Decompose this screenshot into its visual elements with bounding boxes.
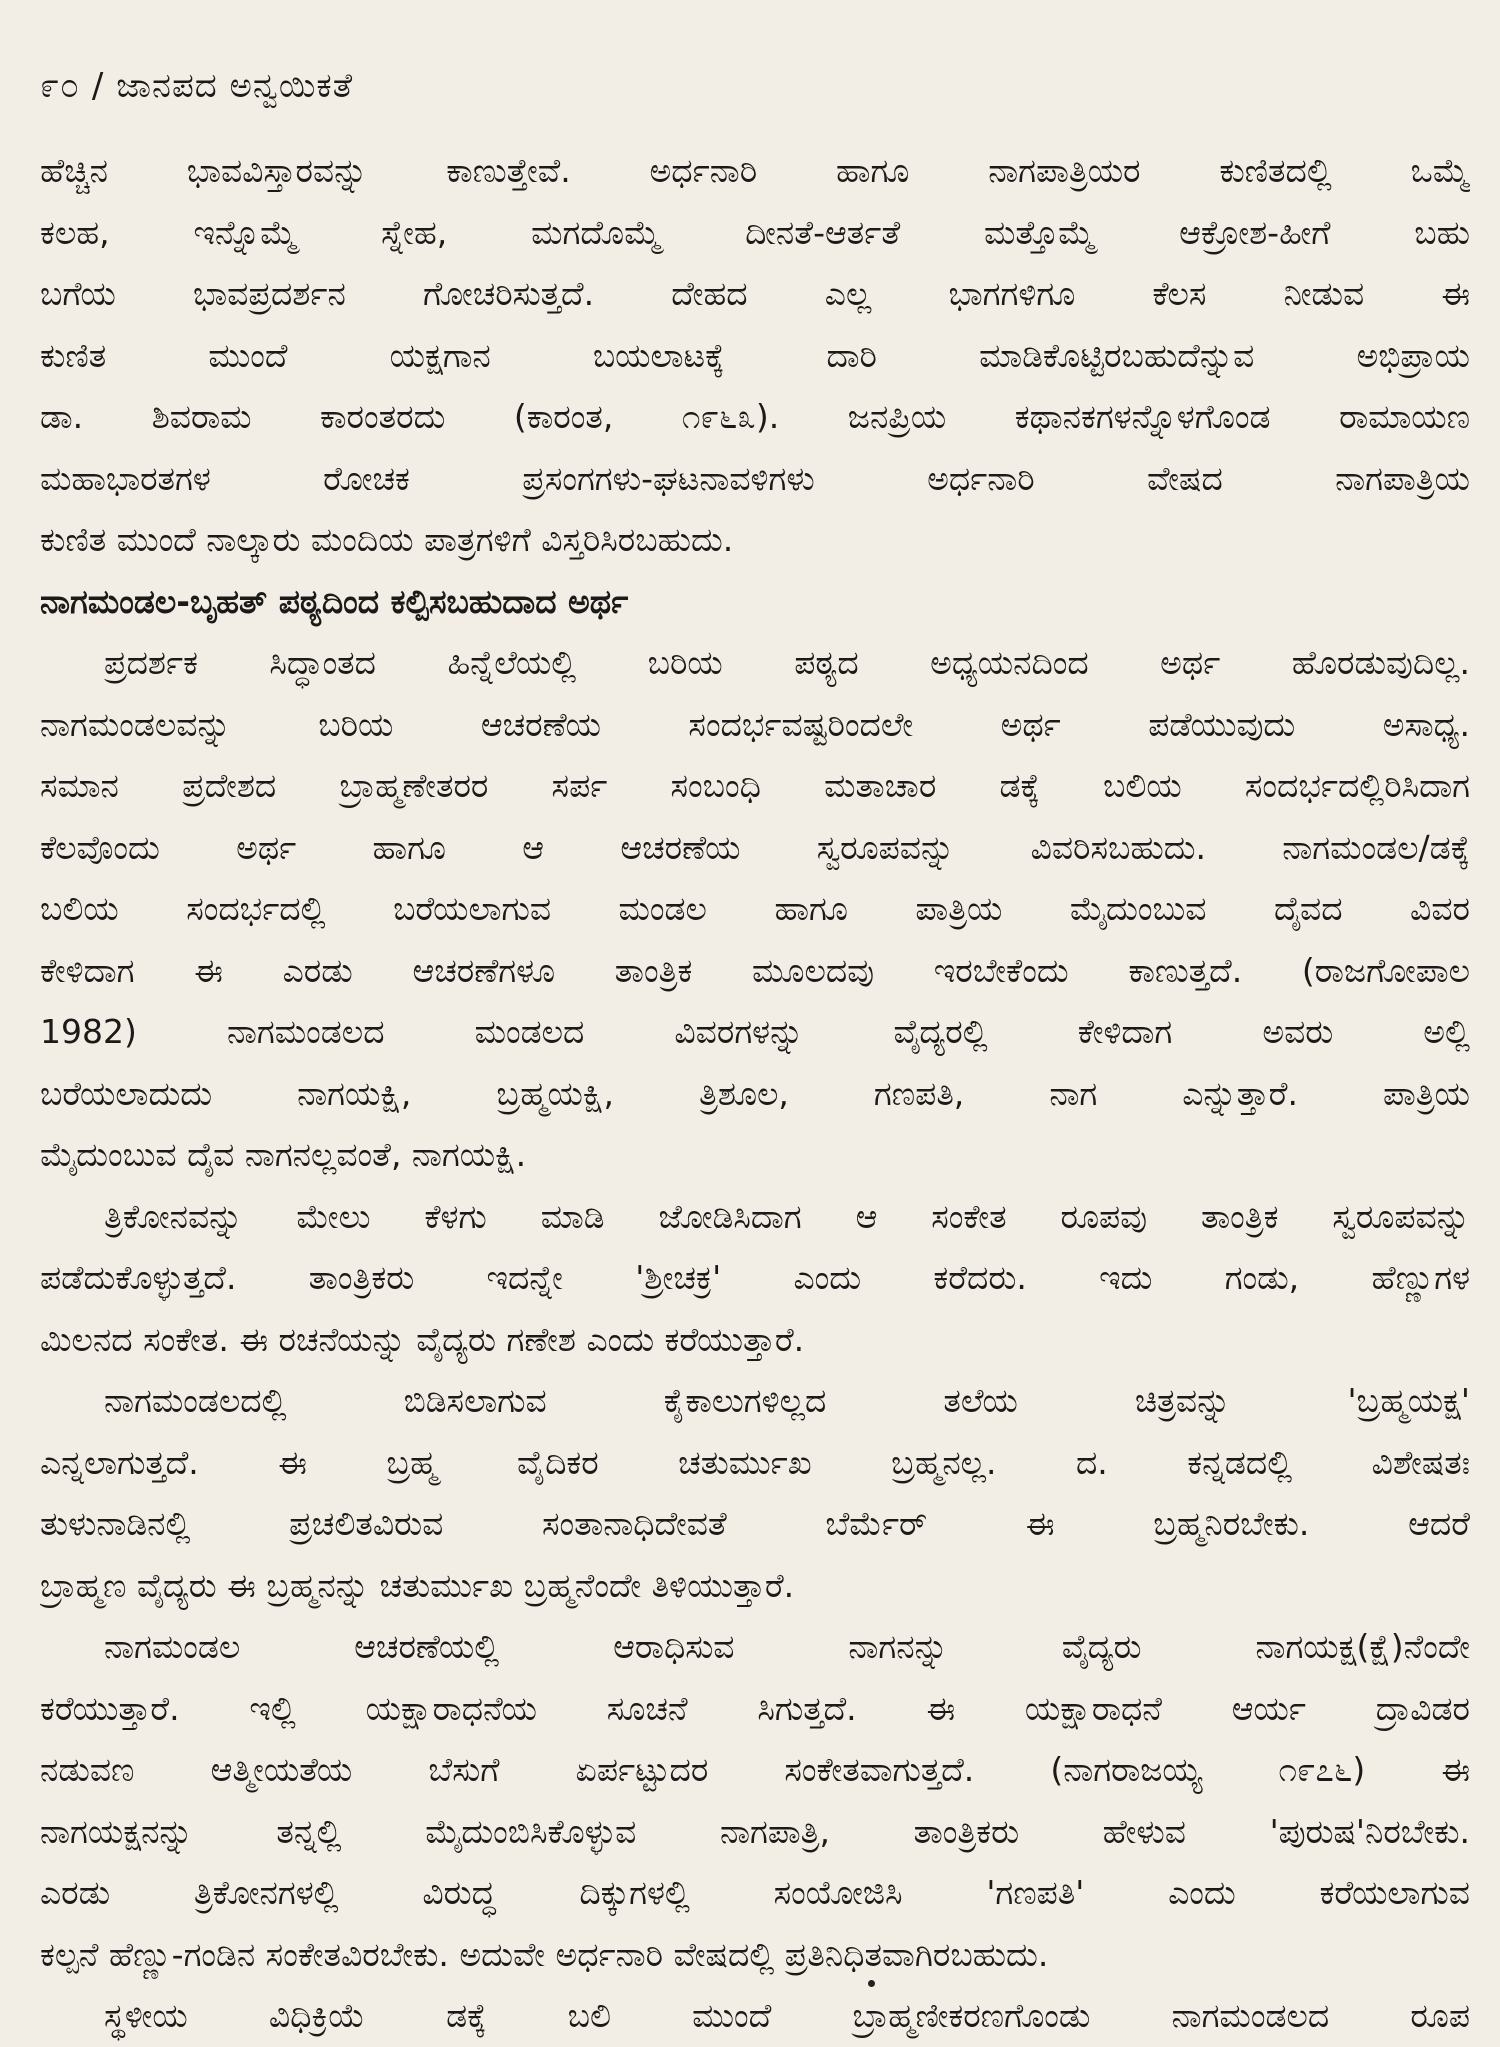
text-line: ಕುಣಿತ ಮುಂದೆ ಯಕ್ಷಗಾನ ಬಯಲಾಟಕ್ಕೆ ದಾರಿ ಮಾಡಿಕೊಟ್ಟಿರಬಹುದೆನ್ನುವ ಅಭಿಪ್ರಾಯ: [40, 335, 1470, 375]
running-header: [40, 66, 353, 106]
text-line: ಕೆಲವೊಂದು ಅರ್ಥ ಹಾಗೂ ಆ ಆಚರಣೆಯ ಸ್ವರೂಪವನ್ನು ವಿವರಿಸಬಹುದು. ನಾಗಮಂಡಲ/ಡಕ್ಕೆ: [40, 827, 1470, 867]
text-line: ಕಲಹ, ಇನ್ನೊಮ್ಮೆ ಸ್ನೇಹ, ಮಗದೊಮ್ಮೆ ದೀನತೆ-ಆರ್ತತೆ ಮತ್ತೊಮ್ಮೆ ಆಕ್ರೋಶ-ಹೀಗೆ ಬಹು: [40, 212, 1470, 252]
text-line: ನಾಗಮಂಡಲ-ಬೃಹತ್ ಪಠ್ಯದಿಂದ ಕಲ್ಪಿಸಬಹುದಾದ ಅರ್ಥ: [40, 581, 629, 621]
text-line: 1982) ನಾಗಮಂಡಲದ ಮಂಡಲದ ವಿವರಗಳನ್ನು ವೈದ್ಯರಲ್ಲಿ ಕೇಳಿದಾಗ ಅವರು ಅಲ್ಲಿ: [40, 1012, 1470, 1051]
text-line: ಮಿಲನದ ಸಂಕೇತ. ಈ ರಚನೆಯನ್ನು ವೈದ್ಯರು ಗಣೇಶ ಎಂದು ಕರೆಯುತ್ತಾರೆ.: [40, 1319, 805, 1359]
page-body: [40, 140, 1470, 2047]
text-line: ಕೇಳಿದಾಗ ಈ ಎರಡು ಆಚರಣೆಗಳೂ ತಾಂತ್ರಿಕ ಮೂಲದವು ಇರಬೇಕೆಂದು ಕಾಣುತ್ತದೆ. (ರಾಜಗೋಪಾಲ: [40, 950, 1470, 990]
text-line: ಪ್ರದರ್ಶಕ ಸಿದ್ಧಾಂತದ ಹಿನ್ನೆಲೆಯಲ್ಲಿ ಬರಿಯ ಪಠ್ಯದ ಅಧ್ಯಯನದಿಂದ ಅರ್ಥ ಹೊರಡುವುದಿಲ್ಲ.: [104, 643, 1470, 682]
text-line: ಕಲ್ಪನೆ ಹೆಣ್ಣು-ಗಂಡಿನ ಸಂಕೇತವಿರಬೇಕು. ಅದುವೇ ಅರ್ಧನಾರಿ ವೇಷದಲ್ಲಿ ಪ್ರತಿನಿಧಿತವಾಗಿರಬಹುದು.: [40, 1934, 1049, 1974]
text-line: ಡಾ. ಶಿವರಾಮ ಕಾರಂತರದು (ಕಾರಂತ, ೧೯೬೩). ಜನಪ್ರಿಯ ಕಥಾನಕಗಳನ್ನೊಳಗೊಂಡ ರಾಮಾಯಣ: [40, 397, 1470, 436]
paragraph: [40, 1186, 1470, 1371]
text-line: ನಾಗಮಂಡಲ ಆಚರಣೆಯಲ್ಲಿ ಆರಾಧಿಸುವ ನಾಗನನ್ನು ವೈದ್ಯರು ನಾಗಯಕ್ಷ(ಕ್ಷೆ)ನೆಂದೇ: [104, 1627, 1470, 1666]
paragraph: [40, 632, 1470, 1186]
text-line: ಬ್ರಾಹ್ಮಣ ವೈದ್ಯರು ಈ ಬ್ರಹ್ಮನನ್ನು ಚತುರ್ಮುಖ ಬ್ರಹ್ಮನೆಂದೇ ತಿಳಿಯುತ್ತಾರೆ.: [40, 1565, 795, 1605]
text-line: ಸಮಾನ ಪ್ರದೇಶದ ಬ್ರಾಹ್ಮಣೇತರರ ಸರ್ಪ ಸಂಬಂಧಿ ಮತಾಚಾರ ಡಕ್ಕೆ ಬಲಿಯ ಸಂದರ್ಭದಲ್ಲಿರಿಸಿದಾಗ: [40, 766, 1470, 805]
text-line: ಬರೆಯಲಾದುದು ನಾಗಯಕ್ಷಿ, ಬ್ರಹ್ಮಯಕ್ಷಿ, ತ್ರಿಶೂಲ, ಗಣಪತಿ, ನಾಗ ಎನ್ನುತ್ತಾರೆ. ಪಾತ್ರಿಯ: [40, 1073, 1470, 1113]
text-line: ನಾಗಮಂಡಲವನ್ನು ಬರಿಯ ಆಚರಣೆಯ ಸಂದರ್ಭವಷ್ಟರಿಂದಲೇ ಅರ್ಥ ಪಡೆಯುವುದು ಅಸಾಧ್ಯ.: [40, 704, 1470, 744]
text-line: ಕರೆಯುತ್ತಾರೆ. ಇಲ್ಲಿ ಯಕ್ಷಾರಾಧನೆಯ ಸೂಚನೆ ಸಿಗುತ್ತದೆ. ಈ ಯಕ್ಷಾರಾಧನೆ ಆರ್ಯ ದ್ರಾವಿಡರ: [40, 1688, 1470, 1728]
text-line: ಮಹಾಭಾರತಗಳ ರೋಚಕ ಪ್ರಸಂಗಗಳು-ಘಟನಾವಳಿಗಳು ಅರ್ಧನಾರಿ ವೇಷದ ನಾಗಪಾತ್ರಿಯ: [40, 458, 1470, 498]
text-line: ಮೈದುಂಬುವ ದೈವ ನಾಗನಲ್ಲವಂತೆ, ನಾಗಯಕ್ಷಿ.: [40, 1135, 527, 1174]
text-line: ನಡುವಣ ಆತ್ಮೀಯತೆಯ ಬೆಸುಗೆ ಏರ್ಪಟ್ಟುದರ ಸಂಕೇತವಾಗುತ್ತದೆ. (ನಾಗರಾಜಯ್ಯ ೧೯೭೬) ಈ: [40, 1750, 1470, 1789]
printer-mark: [868, 1980, 875, 1987]
text-line: ತ್ರಿಕೋನವನ್ನು ಮೇಲು ಕೆಳಗು ಮಾಡಿ ಜೋಡಿಸಿದಾಗ ಆ ಸಂಕೇತ ರೂಪವು ತಾಂತ್ರಿಕ ಸ್ವರೂಪವನ್ನು: [104, 1196, 1470, 1236]
paragraph: [40, 1370, 1470, 1616]
text-line: ಹೆಚ್ಚಿನ ಭಾವವಿಸ್ತಾರವನ್ನು ಕಾಣುತ್ತೇವೆ. ಅರ್ಧನಾರಿ ಹಾಗೂ ನಾಗಪಾತ್ರಿಯರ ಕುಣಿತದಲ್ಲಿ ಒಮ್ಮೆ: [40, 151, 1470, 190]
text-line: ತುಳುನಾಡಿನಲ್ಲಿ ಪ್ರಚಲಿತವಿರುವ ಸಂತಾನಾಧಿದೇವತೆ ಬೆರ್ಮೆರ್ ಈ ಬ್ರಹ್ಮನಿರಬೇಕು. ಆದರೆ: [40, 1504, 1470, 1543]
text-line: ಬಲಿಯ ಸಂದರ್ಭದಲ್ಲಿ ಬರೆಯಲಾಗುವ ಮಂಡಲ ಹಾಗೂ ಪಾತ್ರಿಯ ಮೈದುಂಬುವ ದೈವದ ವಿವರ: [40, 889, 1470, 928]
header-separator: /: [91, 66, 105, 106]
text-line: ನಾಗಮಂಡಲದಲ್ಲಿ ಬಿಡಿಸಲಾಗುವ ಕೈಕಾಲುಗಳಿಲ್ಲದ ತಲೆಯ ಚಿತ್ರವನ್ನು 'ಬ್ರಹ್ಮಯಕ್ಷ': [104, 1381, 1470, 1420]
text-line: ಕುಣಿತ ಮುಂದೆ ನಾಲ್ಕಾರು ಮಂದಿಯ ಪಾತ್ರಗಳಿಗೆ ವಿಸ್ತರಿಸಿರಬಹುದು.: [40, 520, 734, 559]
text-line: ಬಗೆಯ ಭಾವಪ್ರದರ್ಶನ ಗೋಚರಿಸುತ್ತದೆ. ದೇಹದ ಎಲ್ಲ ಭಾಗಗಳಿಗೂ ಕೆಲಸ ನೀಡುವ ಈ: [40, 274, 1470, 313]
section-heading: [40, 571, 1470, 633]
text-line: ಎರಡು ತ್ರಿಕೋನಗಳಲ್ಲಿ ವಿರುದ್ಧ ದಿಕ್ಕುಗಳಲ್ಲಿ ಸಂಯೋಜಿಸಿ 'ಗಣಪತಿ' ಎಂದು ಕರೆಯಲಾಗುವ: [40, 1873, 1470, 1912]
text-line: ಎನ್ನಲಾಗುತ್ತದೆ. ಈ ಬ್ರಹ್ಮ ವೈದಿಕರ ಚತುರ್ಮುಖ ಬ್ರಹ್ಮನಲ್ಲ. ದ. ಕನ್ನಡದಲ್ಲಿ ವಿಶೇಷತಃ: [40, 1442, 1470, 1482]
paragraph: [40, 1616, 1470, 1985]
page-number: ೯೦: [40, 66, 81, 106]
book-title: ಜಾನಪದ ಅನ್ವಯಿಕತೆ: [116, 66, 354, 106]
text-line: ಪಡೆದುಕೊಳ್ಳುತ್ತದೆ. ತಾಂತ್ರಿಕರು ಇದನ್ನೇ 'ಶ್ರೀಚಕ್ರ' ಎಂದು ಕರೆದರು. ಇದು ಗಂಡು, ಹೆಣ್ಣುಗಳ: [40, 1258, 1470, 1297]
text-line: ಸ್ಥಳೀಯ ವಿಧಿಕ್ರಿಯೆ ಡಕ್ಕೆ ಬಲಿ ಮುಂದೆ ಬ್ರಾಹ್ಮಣೀಕರಣಗೊಂಡು ನಾಗಮಂಡಲದ ರೂಪ: [104, 1996, 1470, 2035]
paragraph: [40, 1985, 1470, 2047]
paragraph: [40, 140, 1470, 571]
text-line: ನಾಗಯಕ್ಷನನ್ನು ತನ್ನಲ್ಲಿ ಮೈದುಂಬಿಸಿಕೊಳ್ಳುವ ನಾಗಪಾತ್ರಿ, ತಾಂತ್ರಿಕರು ಹೇಳುವ 'ಪುರುಷ'ನಿರಬೇಕು.: [40, 1811, 1470, 1851]
